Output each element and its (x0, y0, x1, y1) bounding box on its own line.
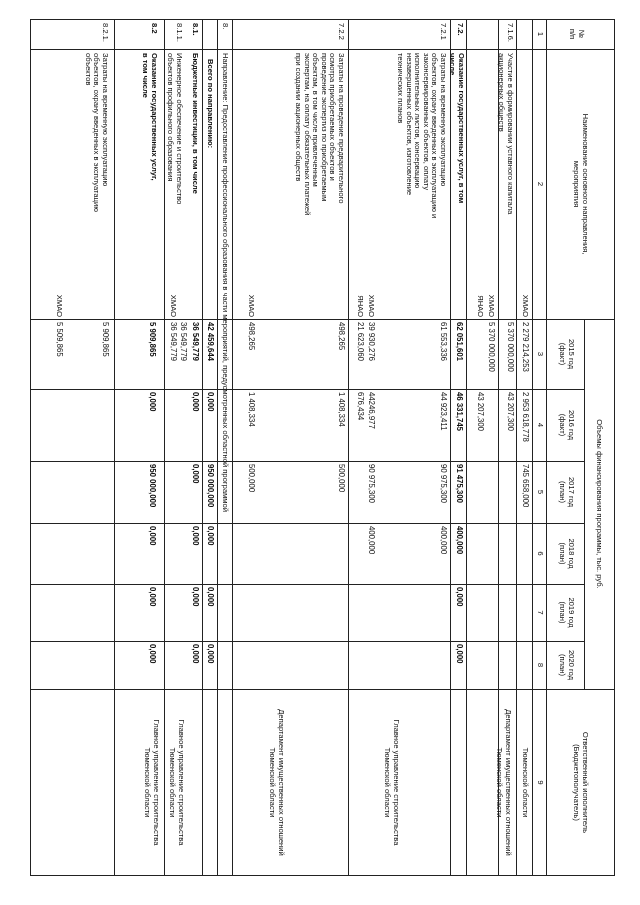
value-cell: 36 549,779 (169, 322, 178, 362)
rule (30, 49, 615, 50)
value-cell: 0,000 (191, 464, 200, 484)
value-cell: 400,000 (455, 526, 464, 555)
rule (232, 19, 233, 876)
row-number: 8.2 (150, 23, 159, 34)
row-name: Инженерное обеспечение и строительство объектов профильного образования (166, 53, 184, 205)
row-name: Затраты на временную эксплуатацию объектов, охрану введенных в эксплуатацию объектов (84, 53, 110, 212)
value-cell: 950 000,000 (148, 464, 157, 508)
value-cell: 5 509,865 (55, 322, 64, 357)
value-cell: 62 051,601 (455, 322, 464, 362)
value-cell: 5 909,865 (101, 322, 110, 357)
header-year-2016: 2016 год (факт) (558, 409, 576, 441)
rule (614, 19, 615, 876)
value-cell: 0,000 (148, 587, 157, 607)
rule (30, 875, 615, 876)
row-number: 8.2.1. (101, 23, 110, 42)
index-cell: 5 (536, 489, 545, 495)
value-cell: 1 408,334 (247, 392, 256, 427)
index-cell: 7 (536, 610, 545, 615)
value-cell: 43 207,300 (476, 392, 485, 432)
value-cell: 0,000 (455, 587, 464, 607)
value-cell: 0,000 (191, 526, 200, 546)
row-name: Затраты на временную эксплуатацию объектов, охрану введенных в эксплуатацию и законсервированных объектов, оплату исполнительных листов, консервацию незавершенных объектов, изготовление технических планов (396, 53, 448, 219)
value-cell: 2 953 618,778 (521, 392, 530, 442)
row-name: Участие в формировании уставного капитала акционерных обществ (497, 53, 515, 215)
value-cell: 5 909,865 (148, 322, 157, 357)
region-label: ХМАО (367, 294, 376, 317)
value-cell: 90 975,300 (439, 464, 448, 504)
value-cell: 36 549,779 (179, 322, 188, 362)
row-number: 7.2.1 (439, 23, 448, 40)
responsible-cell: Главное управление строительства Тюменской области (168, 719, 186, 846)
value-cell: 2 279 214,253 (521, 322, 530, 372)
row-name: Всего по направлению: (206, 59, 215, 149)
value-cell: 1 408,334 (337, 392, 346, 427)
index-cell: 1 (536, 31, 545, 37)
header-year-2020: 2020 год (план) (558, 649, 576, 681)
value-cell: 36 549,779 (191, 322, 200, 362)
value-cell: 44 923,411 (439, 392, 448, 431)
index-cell: 2 (536, 181, 545, 187)
rule (30, 689, 615, 690)
rule (546, 19, 547, 876)
index-cell: 9 (536, 780, 545, 785)
row-number: 7.2.2 (337, 23, 346, 40)
responsible-cell: Департамент имущественных отношений Тюменской области (268, 709, 286, 856)
value-cell: 90 975,300 (367, 464, 376, 504)
value-cell: 5 370 000,000 (506, 322, 515, 372)
header-responsible: Ответственный исполнитель (Бюджетополучатель) (572, 731, 590, 834)
rule (202, 19, 203, 876)
rule (217, 19, 218, 876)
value-cell: 498,265 (247, 322, 256, 351)
row-number: 7.2. (456, 23, 465, 36)
rule (348, 19, 349, 876)
value-cell: 0,000 (191, 644, 200, 664)
region-label: ХМАО (55, 294, 64, 317)
rule (164, 19, 165, 876)
region-label: ХМАО (487, 294, 496, 317)
header-year-2018: 2018 год (план) (558, 538, 576, 569)
value-cell: 43 207,300 (506, 392, 515, 432)
value-cell: 500,000 (337, 464, 346, 493)
row-name: Затраты на проведение предварительного осмотра приобретаемых объектов и проведение экспертиз по приобретаемым объектам, в том числе привлеченным экспертам, на оплату обязательных платежей при создании акционерных обществ (294, 53, 346, 216)
index-cell: 4 (536, 422, 545, 428)
rule (584, 319, 585, 689)
header-year-2017: 2017 год (план) (558, 476, 576, 508)
rule (516, 19, 517, 876)
header-name: Наименование основного направления, мероприятия (572, 113, 590, 255)
value-cell: 950 000,000 (206, 464, 215, 508)
rule (532, 19, 533, 876)
value-cell: 676,434 (356, 392, 365, 421)
value-cell: 44246,977 (367, 392, 376, 429)
responsible-cell: Департамент имущественных отношений Тюменской области (495, 709, 513, 856)
value-cell: 0,000 (148, 526, 157, 546)
value-cell: 0,000 (191, 392, 200, 412)
row-number: 8.1. (191, 23, 200, 36)
region-label: ХМАО (521, 294, 530, 317)
rule (114, 19, 115, 876)
section-title: Направление: Предоставление профессионального образования в части мероприятий, предусмотренных областной программой (221, 53, 230, 512)
value-cell: 0,000 (148, 644, 157, 664)
responsible-cell: Тюменской области (521, 747, 530, 818)
rule (30, 319, 615, 320)
row-name: Оказание государственных услуг, в том числе (448, 53, 466, 204)
value-cell: 0,000 (455, 644, 464, 664)
rotated-table (30, 19, 615, 876)
header-num: № п/п (568, 28, 586, 40)
rule (466, 19, 467, 876)
index-cell: 6 (536, 551, 545, 556)
row-name: Оказание государственных услуг, в том числе (141, 53, 159, 181)
value-cell: 39 930,276 (367, 322, 376, 362)
value-cell: 500,000 (247, 464, 256, 493)
responsible-cell: Главное управление строительства Тюменской области (143, 719, 161, 846)
value-cell: 0,000 (206, 587, 215, 607)
region-label: ХМАО (169, 294, 178, 317)
region-label: ХМАО (247, 294, 256, 317)
value-cell: 0,000 (206, 526, 215, 546)
value-cell: 91 475,300 (455, 464, 464, 504)
index-cell: 3 (536, 351, 545, 357)
row-number: 8. (221, 23, 230, 30)
index-cell: 8 (536, 662, 545, 668)
value-cell: 0,000 (206, 644, 215, 664)
rule (30, 19, 615, 20)
header-year-2015: 2015 год (факт) (558, 338, 576, 370)
value-cell: 0,000 (148, 392, 157, 412)
region-label: ЯНАО (476, 295, 485, 317)
row-number: 7.1.6. (506, 23, 515, 42)
value-cell: 498,265 (337, 322, 346, 351)
rule (30, 19, 31, 876)
value-cell: 21 623,060 (356, 322, 365, 362)
value-cell: 400,000 (367, 526, 376, 555)
responsible-cell: Главное управление строительства Тюменской области (383, 719, 401, 846)
value-cell: 745 658,000 (521, 464, 530, 508)
row-number: 8.1.1. (175, 23, 184, 42)
value-cell: 42 459,644 (206, 322, 215, 362)
header-year-2019: 2019 год (план) (558, 597, 576, 628)
value-cell: 46 331,745 (455, 392, 464, 432)
value-cell: 0,000 (206, 392, 215, 412)
region-label: ЯНАО (356, 295, 365, 317)
value-cell: 61 553,336 (439, 322, 448, 362)
header-financing: Объемы финансирования программы, тыс. руб. (595, 419, 604, 589)
value-cell: 0,000 (191, 587, 200, 607)
value-cell: 400,000 (439, 526, 448, 555)
row-name: Бюджетные инвестиции, в том числе (191, 53, 200, 194)
value-cell: 5 370 000,000 (487, 322, 496, 372)
